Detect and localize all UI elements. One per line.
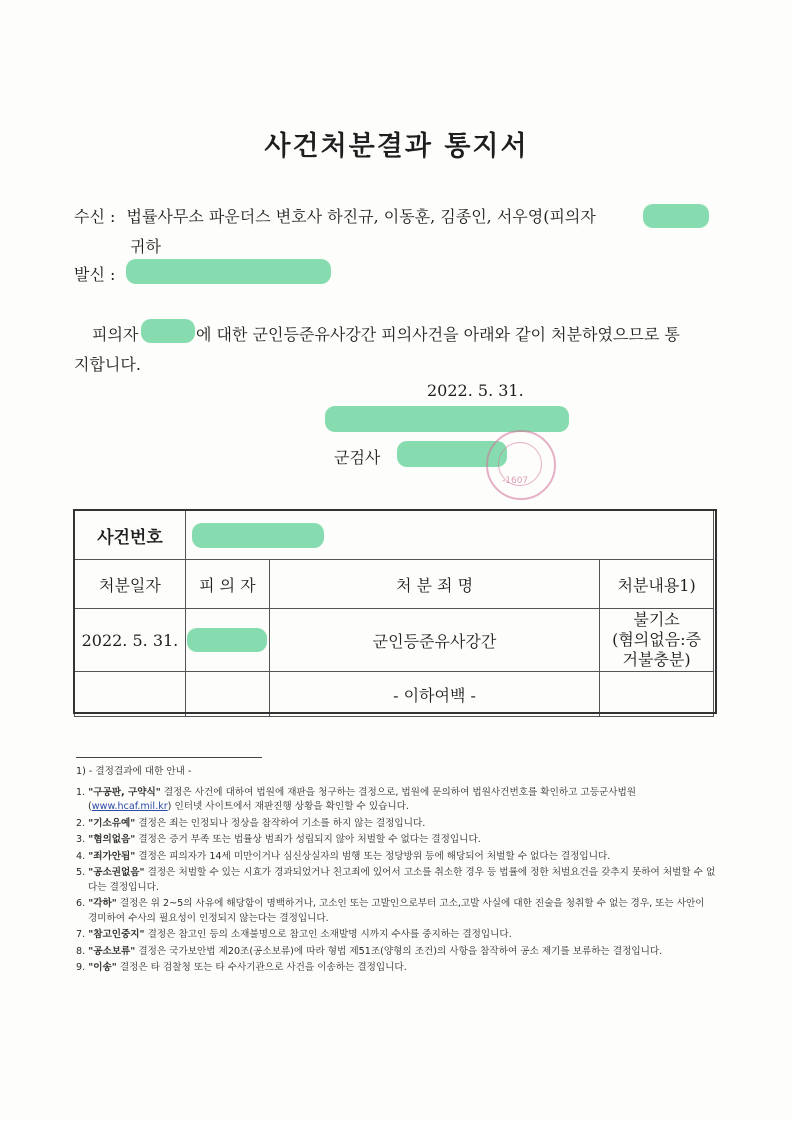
- note-item: 4. "죄가안됨" 결정은 피의자가 14세 미만이거나 심신상실자의 범행 또는 정당방위 등에 해당되어 처벌할 수 없다는 결정입니다.: [76, 850, 611, 862]
- note-item: 1. "구공판, 구약식" 결정은 사건에 대하여 법원에 재판을 청구하는 결정으로, 법원에 문의하여 법원사건번호를 확인하고 고등군사법원(www.hcaf.mil.kr) 인터넷 사이트에서 재판진행 상황을 확인할 수 있습니다.: [76, 786, 637, 812]
- footnote-section: [76, 765, 716, 978]
- recipient-text: 법률사무소 파운더스 변호사 하진규, 이동훈, 김종인, 서우영(피의자: [126, 207, 596, 226]
- result-line: 거불충분): [622, 650, 691, 669]
- header-disposition-date: 처분일자: [75, 560, 186, 609]
- prosecutor-label: 군검사: [334, 448, 381, 467]
- table-row: [75, 609, 714, 672]
- row-date: 2022. 5. 31.: [75, 609, 186, 672]
- redaction-block: [643, 204, 709, 228]
- header-charge: 처 분 죄 명: [269, 560, 599, 609]
- note-item: 5. "공소권없음" 결정은 처벌할 수 있는 시효가 경과되었거나 친고죄에 있어서 고소를 취소한 경우 등 법률에 정한 처벌요건을 갖추지 못하여 처벌할 수 없다는 결정입니다.: [76, 867, 716, 893]
- body-text: 에 대한 군인등준유사강간 피의사건을 아래와 같이 처분하였으므로 통: [196, 325, 680, 344]
- sender-label: 발신 :: [74, 265, 116, 284]
- document-title: 사건처분결과 통지서: [264, 131, 529, 162]
- redaction-block: [141, 319, 195, 343]
- footnote-heading: 1) - 결정결과에 대한 안내 -: [76, 766, 192, 777]
- header-result: 처분내용1): [600, 560, 714, 609]
- case-number-value: [185, 511, 713, 560]
- redaction-block: [192, 523, 324, 548]
- row-charge: 군인등준유사강간: [269, 609, 599, 672]
- note-item: 6. "각하" 결정은 위 2~5의 사유에 해당함이 명백하거나, 고소인 또는 고발인으로부터 고소,고발 사실에 대한 진술을 청취할 수 없는 경우, 또는 사안이 경미하여 수사의 필요성이 인정되지 않는다는 결정입니다.: [76, 898, 705, 924]
- document-date: 2022. 5. 31.: [427, 381, 524, 400]
- case-table: [74, 510, 714, 717]
- case-number-label: 사건번호: [75, 511, 186, 560]
- recipient-honorific: 귀하: [130, 237, 161, 256]
- footnote-divider: [76, 757, 262, 758]
- row-suspect: [185, 609, 269, 672]
- seal-number: -1607: [502, 476, 529, 486]
- note-item: 3. "혐의없음" 결정은 증거 부족 또는 법률상 범죄가 성립되지 않아 처벌할 수 없다는 결정입니다.: [76, 834, 481, 845]
- body-prefix: 피의자: [92, 325, 139, 344]
- header-suspect: 피 의 자: [185, 560, 269, 609]
- note-item: 7. "참고인중지" 결정은 참고인 등의 소재불명으로 참고인 소재발명 시까지 수사를 중지하는 결정입니다.: [76, 929, 512, 940]
- body-text-continued: 지합니다.: [74, 355, 141, 374]
- result-line: 불기소: [633, 610, 680, 629]
- blank-cell: [600, 672, 714, 717]
- row-result: [600, 609, 714, 672]
- court-website-link[interactable]: www.hcaf.mil.kr: [91, 801, 168, 812]
- note-item: 9. "이송" 결정은 타 검찰청 또는 타 수사기관으로 사건을 이송하는 결정입니다.: [76, 962, 407, 973]
- recipient-label: 수신 :: [74, 207, 116, 226]
- result-line: (혐의없음:증: [612, 630, 702, 649]
- redaction-block: [187, 628, 267, 652]
- redaction-block: [126, 259, 331, 284]
- official-seal: [486, 430, 556, 500]
- redaction-block: [325, 406, 569, 432]
- note-item: 8. "공소보류" 결정은 국가보안법 제20조(공소보류)에 따라 형법 제51조(양형의 조건)의 사항을 참작하여 공소 제기를 보류하는 결정입니다.: [76, 945, 663, 957]
- note-item: 2. "기소유예" 결정은 죄는 인정되나 정상을 참작하여 기소를 하지 않는 결정입니다.: [76, 817, 426, 829]
- end-marker: - 이하여백 -: [269, 672, 599, 717]
- recipient-line: [74, 204, 596, 227]
- blank-cell: [75, 672, 186, 717]
- blank-cell: [185, 672, 269, 717]
